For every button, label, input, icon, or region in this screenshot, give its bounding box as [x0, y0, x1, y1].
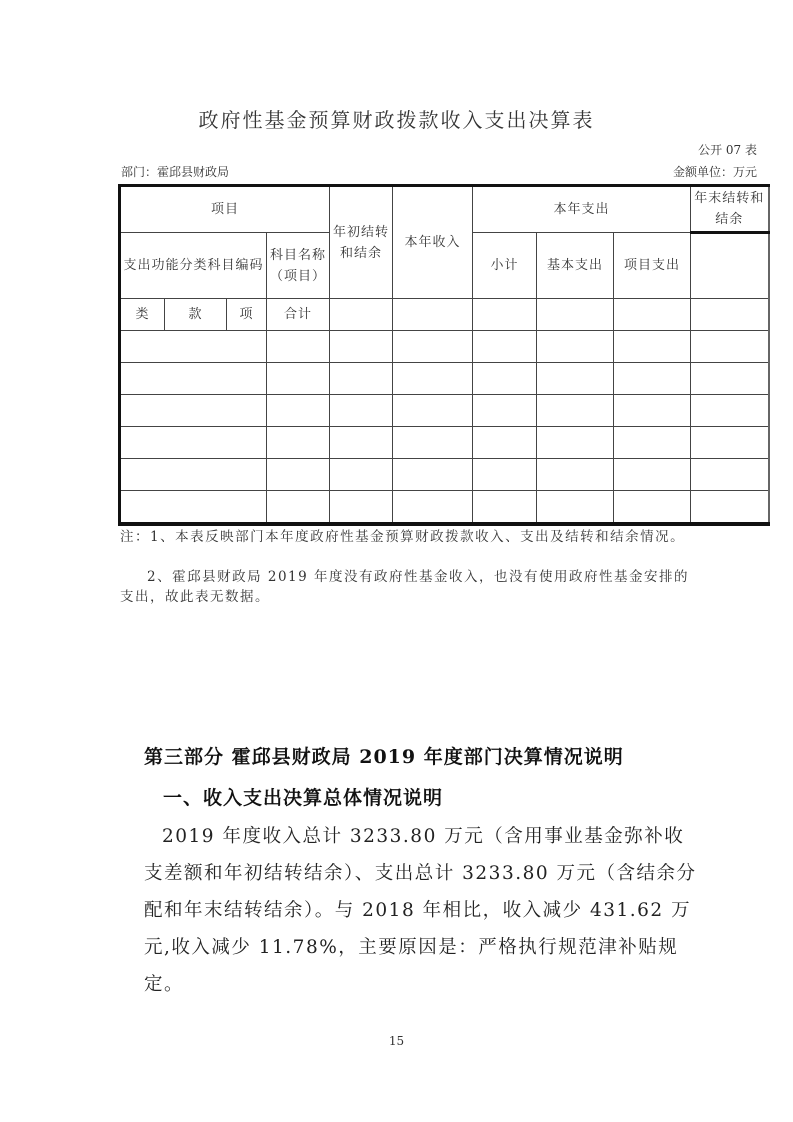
summary-paragraph: 2019 年度收入总计 3233.80 万元（含用事业基金弥补收支差额和年初结转结余）、支出总计 3233.80 万元（含结余分配和年末结转结余）。与 2018 年相比，收入减少 431.62 万元,收入减少 11.78%，主要原因是：严格执行规范津补贴规定。: [144, 826, 697, 995]
header-project-expense: 项目支出: [614, 233, 691, 299]
form-number: 公开 07 表: [698, 143, 757, 157]
unit-label: 金额单位：万元: [672, 165, 757, 179]
header-section: 款: [165, 299, 227, 331]
cell: [267, 427, 330, 459]
fund-budget-table: [118, 184, 770, 526]
table-row: [120, 427, 769, 459]
header-end-balance-blank: [691, 233, 769, 299]
cell: [691, 331, 769, 363]
cell: [614, 427, 691, 459]
table-title: 政府性基金预算财政拨款收入支出决算表: [198, 108, 595, 132]
cell-code: [120, 363, 267, 395]
cell: [537, 491, 614, 525]
cell: [691, 491, 769, 525]
table-row: [120, 331, 769, 363]
header-class: 类: [120, 299, 165, 331]
cell: [473, 331, 537, 363]
note-1: 注：1、本表反映部门本年度政府性基金预算财政拨款收入、支出及结转和结余情况。: [120, 529, 686, 545]
header-basic-expense: 基本支出: [537, 233, 614, 299]
cell: [393, 459, 473, 491]
cell: [330, 459, 393, 491]
cell-code: [120, 459, 267, 491]
cell: [473, 427, 537, 459]
cell: [267, 363, 330, 395]
cell: [473, 299, 537, 331]
cell: [691, 427, 769, 459]
cell: [393, 331, 473, 363]
cell: [267, 395, 330, 427]
department-label: 部门：霍邱县财政局: [121, 165, 230, 179]
page-number: 15: [388, 1034, 405, 1048]
header-item-col: 项: [227, 299, 267, 331]
header-item: 项目: [120, 186, 330, 233]
cell: [393, 363, 473, 395]
header-expense: 本年支出: [473, 186, 691, 233]
header-subtotal: 小计: [473, 233, 537, 299]
cell-code: [120, 491, 267, 525]
cell: [614, 299, 691, 331]
cell: [614, 459, 691, 491]
cell: [537, 395, 614, 427]
cell-code: [120, 331, 267, 363]
header-total: 合计: [267, 299, 330, 331]
cell: [537, 363, 614, 395]
cell: [267, 459, 330, 491]
cell: [393, 395, 473, 427]
cell: [691, 395, 769, 427]
cell: [330, 427, 393, 459]
cell: [330, 331, 393, 363]
table-row: [120, 395, 769, 427]
cell: [473, 395, 537, 427]
header-income: 本年收入: [393, 186, 473, 299]
cell: [473, 491, 537, 525]
section-title: 第三部分 霍邱县财政局 2019 年度部门决算情况说明: [144, 746, 624, 768]
cell-code: [120, 395, 267, 427]
cell: [330, 299, 393, 331]
cell: [614, 395, 691, 427]
cell: [473, 363, 537, 395]
cell: [330, 491, 393, 525]
cell: [614, 363, 691, 395]
table-row: [120, 363, 769, 395]
cell: [393, 491, 473, 525]
cell: [691, 299, 769, 331]
header-end-balance: 年末结转和结余: [691, 186, 769, 233]
cell: [537, 459, 614, 491]
cell: [473, 459, 537, 491]
section-subtitle: 一、收入支出决算总体情况说明: [163, 787, 444, 809]
cell: [267, 331, 330, 363]
header-name: 科目名称（项目）: [267, 233, 330, 299]
table-row: [120, 459, 769, 491]
header-begin-balance: 年初结转和结余: [330, 186, 393, 299]
cell: [393, 427, 473, 459]
cell-code: [120, 427, 267, 459]
cell: [614, 331, 691, 363]
cell: [537, 331, 614, 363]
cell: [330, 363, 393, 395]
cell: [691, 363, 769, 395]
note-2: 2、霍邱县财政局 2019 年度没有政府性基金收入，也没有使用政府性基金安排的支出，故此表无数据。: [120, 569, 690, 605]
table-row: [120, 491, 769, 525]
cell: [537, 427, 614, 459]
cell: [691, 459, 769, 491]
cell: [537, 299, 614, 331]
header-code: 支出功能分类科目编码: [120, 233, 267, 299]
cell: [267, 491, 330, 525]
cell: [614, 491, 691, 525]
cell: [393, 299, 473, 331]
cell: [330, 395, 393, 427]
